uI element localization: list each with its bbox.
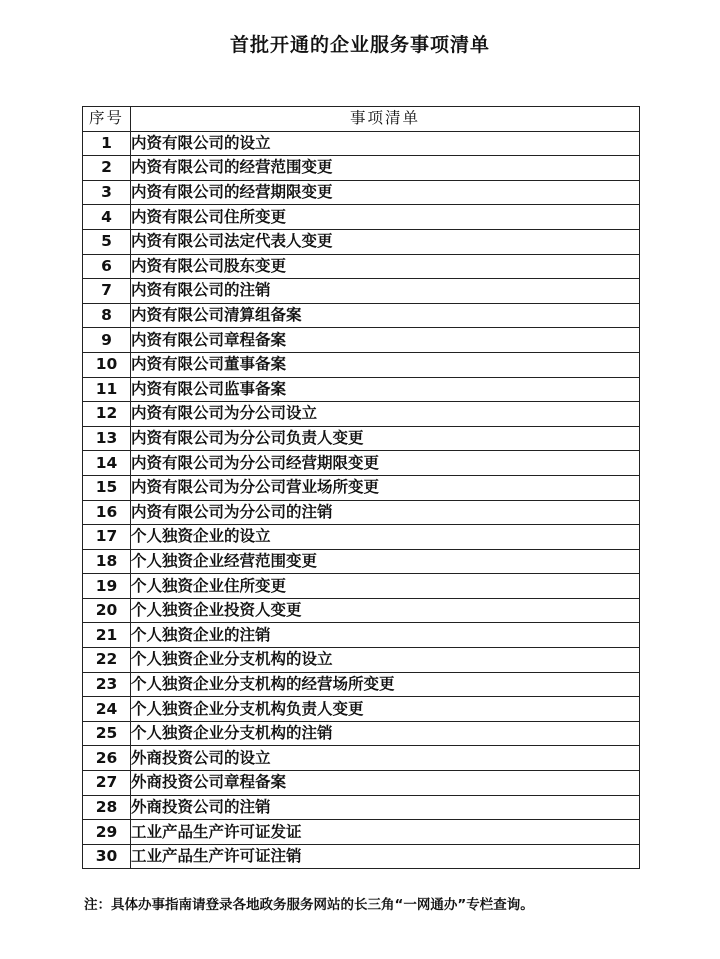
row-service-item: 外商投资公司的设立 (131, 746, 640, 771)
table-row (83, 229, 640, 254)
table-row (83, 820, 640, 845)
row-serial-number: 9 (83, 328, 131, 353)
table-row (83, 697, 640, 722)
row-service-item: 个人独资企业的注销 (131, 623, 640, 648)
row-service-item: 个人独资企业的设立 (131, 525, 640, 550)
row-serial-number: 13 (83, 426, 131, 451)
row-serial-number: 21 (83, 623, 131, 648)
table-row (83, 574, 640, 599)
table-row (83, 180, 640, 205)
table-row (83, 648, 640, 673)
row-service-item: 个人独资企业分支机构的注销 (131, 721, 640, 746)
table-row (83, 475, 640, 500)
row-serial-number: 19 (83, 574, 131, 599)
row-serial-number: 1 (83, 131, 131, 156)
row-service-item: 内资有限公司为分公司设立 (131, 402, 640, 427)
table-row (83, 746, 640, 771)
table-row (83, 402, 640, 427)
row-service-item: 内资有限公司股东变更 (131, 254, 640, 279)
row-serial-number: 11 (83, 377, 131, 402)
table-row (83, 500, 640, 525)
row-serial-number: 17 (83, 525, 131, 550)
row-serial-number: 24 (83, 697, 131, 722)
table-row (83, 525, 640, 550)
row-service-item: 内资有限公司为分公司营业场所变更 (131, 475, 640, 500)
footnote: 注：具体办事指南请登录各地政务服务网站的长三角“一网通办”专栏查询。 (84, 897, 534, 913)
table-row (83, 721, 640, 746)
row-serial-number: 14 (83, 451, 131, 476)
row-serial-number: 30 (83, 844, 131, 869)
table-row (83, 205, 640, 230)
row-serial-number: 7 (83, 279, 131, 304)
row-service-item: 个人独资企业投资人变更 (131, 598, 640, 623)
row-serial-number: 5 (83, 229, 131, 254)
row-serial-number: 4 (83, 205, 131, 230)
row-serial-number: 18 (83, 549, 131, 574)
row-serial-number: 6 (83, 254, 131, 279)
row-serial-number: 20 (83, 598, 131, 623)
row-service-item: 内资有限公司清算组备案 (131, 303, 640, 328)
row-service-item: 外商投资公司章程备案 (131, 771, 640, 796)
row-serial-number: 12 (83, 402, 131, 427)
row-service-item: 内资有限公司住所变更 (131, 205, 640, 230)
table-row (83, 672, 640, 697)
row-service-item: 内资有限公司章程备案 (131, 328, 640, 353)
table-row (83, 844, 640, 869)
table-row (83, 377, 640, 402)
header-item-list: 事项清单 (131, 107, 640, 132)
table-row (83, 549, 640, 574)
table-row (83, 598, 640, 623)
table-row (83, 795, 640, 820)
row-serial-number: 29 (83, 820, 131, 845)
table-row (83, 451, 640, 476)
row-service-item: 外商投资公司的注销 (131, 795, 640, 820)
row-serial-number: 25 (83, 721, 131, 746)
page-title: 首批开通的企业服务事项清单 (229, 34, 490, 56)
row-serial-number: 15 (83, 475, 131, 500)
row-serial-number: 10 (83, 352, 131, 377)
row-service-item: 内资有限公司董事备案 (131, 352, 640, 377)
row-serial-number: 23 (83, 672, 131, 697)
row-serial-number: 8 (83, 303, 131, 328)
row-service-item: 个人独资企业经营范围变更 (131, 549, 640, 574)
row-serial-number: 16 (83, 500, 131, 525)
table-row (83, 279, 640, 304)
service-items-table (82, 106, 640, 869)
row-service-item: 内资有限公司的注销 (131, 279, 640, 304)
row-serial-number: 22 (83, 648, 131, 673)
row-service-item: 内资有限公司监事备案 (131, 377, 640, 402)
row-service-item: 个人独资企业分支机构的设立 (131, 648, 640, 673)
row-service-item: 工业产品生产许可证注销 (131, 844, 640, 869)
row-serial-number: 28 (83, 795, 131, 820)
table-row (83, 328, 640, 353)
row-serial-number: 26 (83, 746, 131, 771)
row-service-item: 个人独资企业住所变更 (131, 574, 640, 599)
row-service-item: 内资有限公司为分公司负责人变更 (131, 426, 640, 451)
row-service-item: 内资有限公司的经营期限变更 (131, 180, 640, 205)
table-row (83, 352, 640, 377)
table-row (83, 254, 640, 279)
row-service-item: 内资有限公司的设立 (131, 131, 640, 156)
row-serial-number: 2 (83, 156, 131, 181)
row-service-item: 工业产品生产许可证发证 (131, 820, 640, 845)
table-row (83, 131, 640, 156)
table-row (83, 623, 640, 648)
row-serial-number: 27 (83, 771, 131, 796)
row-service-item: 内资有限公司的经营范围变更 (131, 156, 640, 181)
row-service-item: 个人独资企业分支机构负责人变更 (131, 697, 640, 722)
row-service-item: 内资有限公司为分公司的注销 (131, 500, 640, 525)
table-row (83, 426, 640, 451)
header-serial-number: 序号 (83, 107, 131, 132)
table-row (83, 156, 640, 181)
row-service-item: 内资有限公司法定代表人变更 (131, 229, 640, 254)
row-service-item: 内资有限公司为分公司经营期限变更 (131, 451, 640, 476)
row-serial-number: 3 (83, 180, 131, 205)
table-row (83, 303, 640, 328)
row-service-item: 个人独资企业分支机构的经营场所变更 (131, 672, 640, 697)
table-row (83, 771, 640, 796)
table-header-row (83, 107, 640, 132)
